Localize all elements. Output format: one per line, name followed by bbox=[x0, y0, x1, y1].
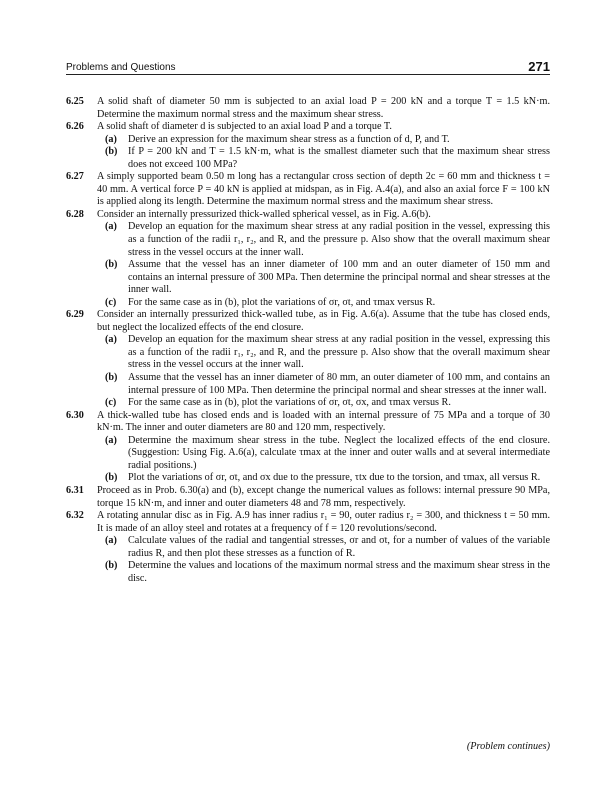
problem-number: 6.30 bbox=[66, 409, 84, 421]
problem bbox=[66, 485, 550, 510]
problem-text: A rotating annular disc as in Fig. A.9 has inner radius r₁ = 90, outer radius r₂ = 300, and thickness t = 50 mm. It is made of an alloy steel and rotates at a frequency of f = 120 revolutions/second. bbox=[97, 510, 550, 534]
part-label: (b) bbox=[105, 146, 118, 158]
problem-text: Consider an internally pressurized thick-walled spherical vessel, as in Fig. A.6(b). bbox=[97, 208, 431, 220]
problem-part bbox=[105, 297, 550, 310]
problem-number: 6.27 bbox=[66, 171, 84, 183]
problem-text: A solid shaft of diameter 50 mm is subjected to an axial load P = 200 kN and a torque T = 1.5 kN·m. Determine the maximum normal stress and the maximum shear stress. bbox=[97, 96, 550, 120]
problem-part bbox=[105, 372, 550, 397]
problem-number: 6.26 bbox=[66, 121, 84, 133]
problem-text: Consider an internally pressurized thick-walled tube, as in Fig. A.6(a). Assume that the tube has closed ends, but neglect the localized effects of the end closure. bbox=[97, 309, 550, 333]
part-text: For the same case as in (b), plot the variations of σr, σt, and τmax versus R. bbox=[128, 296, 436, 308]
part-text: Derive an expression for the maximum shear stress as a function of d, P, and T. bbox=[128, 133, 450, 145]
problem-number: 6.32 bbox=[66, 510, 84, 522]
problem-part bbox=[105, 134, 550, 147]
part-text: Assume that the vessel has an inner diameter of 100 mm and an outer diameter of 150 mm and contains an internal pressure of 300 MPa. Then determine the principal normal and shear stresses at the inner wall. bbox=[128, 259, 550, 296]
part-text: Calculate values of the radial and tangential stresses, σr and σt, for a number of values of the variable radius R, and then plot these stresses as a function of R. bbox=[128, 535, 550, 559]
section-title: Problems and Questions bbox=[66, 62, 176, 73]
part-text: Develop an equation for the maximum shear stress at any radial position in the vessel, expressing this as a function of the radii r₁, r₂, and R, and the pressure p. Also show that the overall maximum shear stress in the vessel occurs at the inner wall. bbox=[128, 334, 550, 371]
problem bbox=[66, 209, 550, 309]
part-label: (c) bbox=[105, 296, 117, 308]
part-label: (a) bbox=[105, 133, 117, 145]
problem-part bbox=[105, 472, 550, 485]
problem bbox=[66, 96, 550, 121]
problem-part bbox=[105, 560, 550, 585]
problem-number: 6.29 bbox=[66, 309, 84, 321]
problem-part bbox=[105, 334, 550, 372]
part-label: (a) bbox=[105, 434, 117, 446]
problem-number: 6.31 bbox=[66, 484, 84, 496]
part-label: (b) bbox=[105, 259, 118, 271]
problem-part bbox=[105, 221, 550, 259]
problem-number: 6.28 bbox=[66, 208, 84, 220]
part-label: (b) bbox=[105, 372, 118, 384]
problem bbox=[66, 510, 550, 585]
part-label: (b) bbox=[105, 560, 118, 572]
part-text: If P = 200 kN and T = 1.5 kN·m, what is the smallest diameter such that the maximum shear stress does not exceed 100 MPa? bbox=[128, 146, 550, 170]
part-text: Plot the variations of σr, σt, and σx due to the pressure, τtx due to the torsion, and τmax, all versus R. bbox=[128, 472, 541, 484]
problem bbox=[66, 410, 550, 485]
problem-number: 6.25 bbox=[66, 96, 84, 107]
part-label: (b) bbox=[105, 472, 118, 484]
problem-text: A solid shaft of diameter d is subjected to an axial load P and a torque T. bbox=[97, 121, 392, 133]
running-header bbox=[66, 60, 550, 80]
part-text: Determine the maximum shear stress in the tube. Neglect the localized effects of the end closure. (Suggestion: Using Fig. A.6(a), calculate τmax at the inner and outer walls and at several intermediate radial positions.) bbox=[128, 434, 550, 471]
problem-part bbox=[105, 146, 550, 171]
part-text: Develop an equation for the maximum shear stress at any radial position in the vessel, expressing this as a function of the radii r₁, r₂, and R, and the pressure p. Also show that the overall maximum shear stress in the vessel occurs at the inner wall. bbox=[128, 221, 550, 258]
part-label: (a) bbox=[105, 221, 117, 233]
problem-part bbox=[105, 259, 550, 297]
problem-list bbox=[66, 96, 550, 585]
problem-part bbox=[105, 535, 550, 560]
problem-part bbox=[105, 435, 550, 473]
problem-text: Proceed as in Prob. 6.30(a) and (b), except change the numerical values as follows: internal pressure 90 MPa, torque 15 kN·m, and inner and outer diameters 48 and 78 mm, respectively. bbox=[97, 484, 550, 509]
part-text: For the same case as in (b), plot the variations of σr, σt, σx, and τmax versus R. bbox=[128, 397, 451, 409]
problem bbox=[66, 309, 550, 409]
part-label: (a) bbox=[105, 535, 117, 547]
problem-text: A simply supported beam 0.50 m long has a rectangular cross section of depth 2c = 60 mm and thickness t = 40 mm. A vertical force P = 40 kN is applied at midspan, as in Fig. A.4(a), and also an axial force F = 100 kN is applied along its length. Determine the maximum normal stress and the maximum shear stress. bbox=[97, 171, 550, 208]
problem-part bbox=[105, 397, 550, 410]
problem-text: A thick-walled tube has closed ends and is loaded with an internal pressure of 75 MPa and a torque of 30 kN·m. The inner and outer diameters are 80 and 120 mm, respectively. bbox=[97, 409, 550, 434]
problem bbox=[66, 171, 550, 209]
continuation-note: (Problem continues) bbox=[466, 741, 550, 752]
header-rule bbox=[66, 74, 550, 75]
page-number: 271 bbox=[528, 59, 550, 74]
part-label: (a) bbox=[105, 334, 117, 346]
problem bbox=[66, 121, 550, 171]
part-label: (c) bbox=[105, 397, 117, 409]
part-text: Assume that the vessel has an inner diameter of 80 mm, an outer diameter of 100 mm, and contains an internal pressure of 100 MPa. Then determine the principal normal and shear stresses at the inner wall. bbox=[128, 372, 550, 396]
part-text: Determine the values and locations of the maximum normal stress and the maximum shear stress in the disc. bbox=[128, 560, 550, 584]
